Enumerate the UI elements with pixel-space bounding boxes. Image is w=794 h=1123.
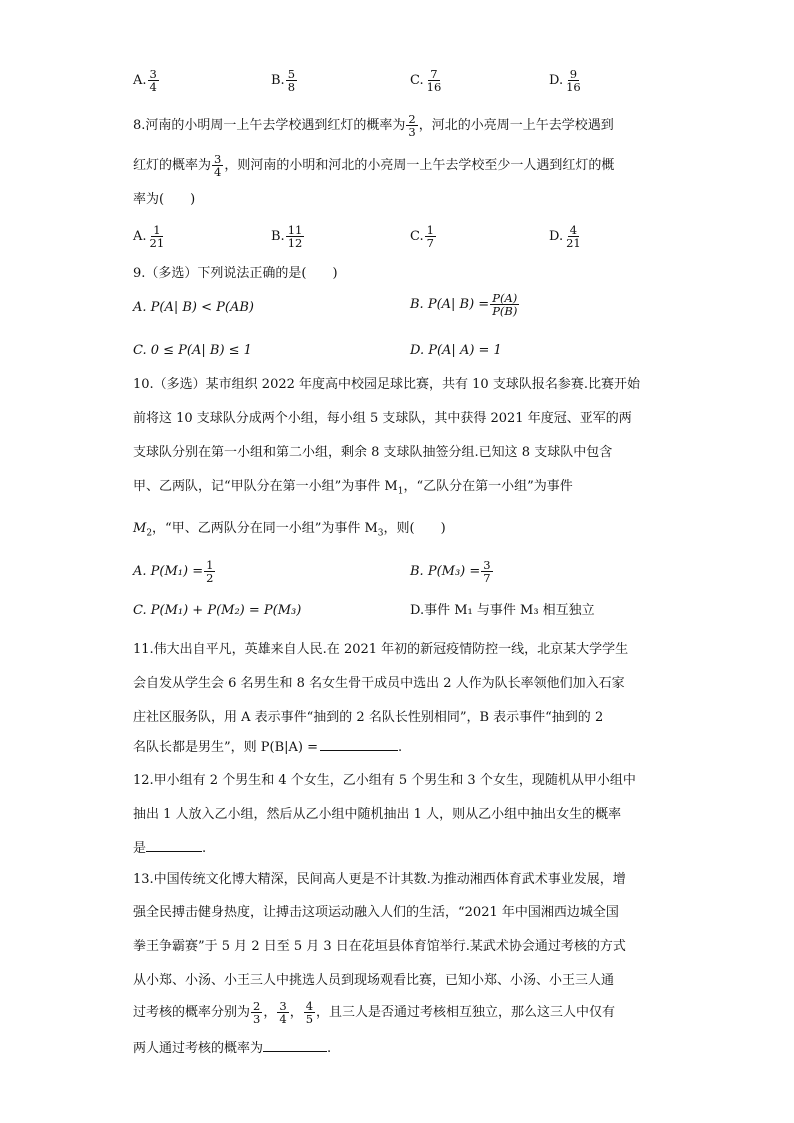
q7-option-a[interactable] bbox=[133, 68, 160, 93]
q10-stem-line-2: 前将这 10 支球队分成两个小组，每小组 5 支球队，其中获得 2021 年度冠、亚军的两 bbox=[133, 411, 632, 426]
q8-option-a[interactable]: A. $\frac{1}{21}$ bbox=[133, 223, 165, 250]
q13-stem-line-3: 拳王争霸赛”于 5 月 2 日至 5 月 3 日在花垣县体育馆举行.某武术协会通过考核的方式 bbox=[133, 939, 626, 954]
q8-option-c[interactable]: C. $\frac{1}{7}$ bbox=[410, 223, 434, 250]
q11-stem-line-1: 11.伟大出自平凡，英雄来自人民.在 2021 年初的新冠疫情防控一线，北京某大学学生 bbox=[133, 642, 629, 657]
q13-stem-line-1: 13.中国传统文化博大精深，民间高人更是不计其数.为推动湘西体育武术事业发展，增 bbox=[133, 872, 626, 887]
q9-option-d[interactable]: D. P(A| A) = 1 bbox=[410, 343, 502, 358]
q8-stem-line-1: 8.河南的小明周一上午去学校遇到红灯的概率为 $\frac{2}{3}$ ，河北的小亮周一上午去学校遇到 bbox=[133, 112, 614, 139]
q7-option-b[interactable] bbox=[271, 68, 298, 93]
q12-stem-line-2: 抽出 1 人放入乙小组，然后从乙小组中随机抽出 1 人，则从乙小组中抽出女生的概率 bbox=[133, 807, 622, 822]
option-label: A. bbox=[133, 73, 147, 88]
answer-blank[interactable] bbox=[146, 837, 202, 852]
q12-stem-line-1: 12.甲小组有 2 个男生和 4 个女生，乙小组有 5 个男生和 3 个女生，现随机从甲小组中 bbox=[133, 773, 636, 788]
fraction: $\frac{7}{16}$ bbox=[426, 67, 442, 94]
q10-stem-line-4: 甲、乙两队，记“甲队分在第一小组”为事件 $M_1$，“乙队分在第一小组”为事件 bbox=[133, 479, 573, 497]
q10-option-d[interactable]: D.事件 M₁ 与事件 M₃ 相互独立 bbox=[410, 603, 595, 618]
q11-stem-line-2: 会自发从学生会 6 名男生和 8 名女生骨干成员中选出 2 人作为队长率领他们加入石家 bbox=[133, 676, 625, 691]
q13-stem-line-2: 强全民搏击健身热度，让搏击这项运动融入人们的生活，“2021 年中国湘西边城全国 bbox=[133, 905, 619, 920]
fraction: $\frac{4}{5}$ bbox=[305, 999, 314, 1026]
fraction: $\frac{5}{8}$ bbox=[287, 67, 296, 94]
q9-stem: 9.（多选）下列说法正确的是( ) bbox=[133, 266, 338, 281]
option-label: B. bbox=[271, 73, 285, 88]
q8-option-b[interactable]: B. $\frac{11}{12}$ bbox=[271, 223, 303, 250]
q10-stem-line-3: 支球队分别在第一小组和第二小组，剩余 8 支球队抽签分组.已知这 8 支球队中包含 bbox=[133, 445, 613, 460]
answer-blank[interactable] bbox=[320, 736, 398, 751]
q10-option-c[interactable]: C. P(M₁) + P(M₂) = P(M₃) bbox=[133, 603, 302, 618]
option-label: D. bbox=[549, 73, 564, 88]
q10-option-b[interactable]: B. P(M₃) = $\frac{3}{7}$ bbox=[410, 558, 491, 585]
fraction: $\frac{3}{4}$ bbox=[279, 999, 287, 1026]
fraction: $\frac{3}{7}$ bbox=[483, 558, 491, 585]
q13-stem-line-5: 过考核的概率分别为 $\frac{2}{3}$ ， $\frac{3}{4}$ ， $\frac{4}{5}$ ，且三人是否通过考核相互独立，那么这三人中仅有 bbox=[133, 999, 616, 1026]
fraction: $\frac{11}{12}$ bbox=[287, 223, 303, 250]
q11-stem-line-3: 庄社区服务队，用 A 表示事件“抽到的 2 名队长性别相同”，B 表示事件“抽到的 2 bbox=[133, 710, 604, 725]
fraction: $\frac{1}{21}$ bbox=[149, 223, 165, 250]
q9-option-b[interactable]: B. P(A| B) = $\frac{P(A)}{P(B)}$ bbox=[410, 291, 518, 318]
answer-blank[interactable] bbox=[263, 1037, 327, 1052]
q10-stem-line-5: $M_2$，“甲、乙两队分在同一小组”为事件 $M_3$，则( ) bbox=[133, 521, 446, 539]
fraction: $\frac{9}{16}$ bbox=[566, 67, 581, 94]
q9-option-a[interactable]: A. P(A| B) < P(AB) bbox=[133, 300, 254, 315]
q11-stem-line-4: 名队长都是男生”，则 P(B|A) = . bbox=[133, 736, 402, 758]
fraction: $\frac{1}{2}$ bbox=[206, 558, 214, 585]
q8-stem-line-3: 率为( ) bbox=[133, 192, 196, 207]
q8-option-d[interactable]: D. $\frac{4}{21}$ bbox=[549, 223, 581, 250]
fraction: $\frac{P(A)}{P(B)}$ bbox=[492, 291, 518, 318]
q10-stem-line-1: 10.（多选）某市组织 2022 年度高中校园足球比赛，共有 10 支球队报名参赛.比赛开始 bbox=[133, 377, 640, 392]
q13-stem-line-4: 从小郑、小汤、小王三人中挑选人员到现场观看比赛，已知小郑、小汤、小王三人通 bbox=[133, 973, 615, 988]
fraction: $\frac{3}{4}$ bbox=[214, 152, 222, 179]
q9-option-c[interactable]: C. 0 ≤ P(A| B) ≤ 1 bbox=[133, 343, 252, 358]
fraction: $\frac{2}{3}$ bbox=[408, 112, 416, 139]
fraction: $\frac{4}{21}$ bbox=[566, 223, 581, 250]
q7-option-c[interactable] bbox=[410, 68, 444, 93]
q8-stem-line-2: 红灯的概率为 $\frac{3}{4}$ ，则河南的小明和河北的小亮周一上午去学校至少一人遇到红灯的概 bbox=[133, 152, 615, 179]
q13-stem-line-6: 两人通过考核的概率为 . bbox=[133, 1037, 331, 1059]
q7-option-d[interactable] bbox=[549, 68, 584, 93]
fraction: $\frac{3}{4}$ bbox=[149, 67, 157, 94]
q12-stem-line-3: 是 . bbox=[133, 837, 206, 859]
fraction: $\frac{2}{3}$ bbox=[253, 999, 261, 1026]
option-label: C. bbox=[410, 73, 424, 88]
fraction: $\frac{1}{7}$ bbox=[426, 223, 434, 250]
q10-option-a[interactable]: A. P(M₁) = $\frac{1}{2}$ bbox=[133, 558, 214, 585]
